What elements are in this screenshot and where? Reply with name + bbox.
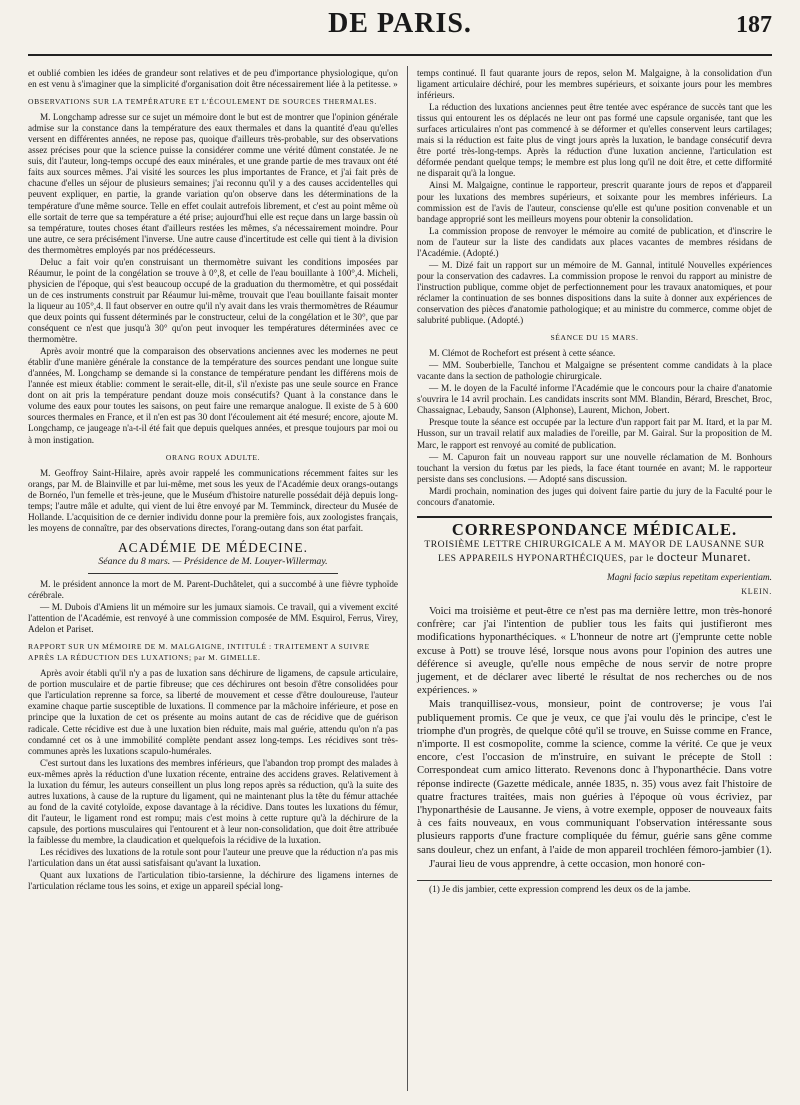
paragraph: — M. Dubois d'Amiens lit un mémoire sur les jumaux siamois. Ce travail, qui a vivement excité l'attention de l'Académie, est renvoyé à une commission composée de MM. Esquirol, Ferrus, Virey, Adelon et Pariset.: [28, 602, 398, 635]
academy-heading: ACADÉMIE DE MÉDECINE.: [117, 539, 309, 555]
section-rule: [417, 516, 772, 518]
paragraph: Presque toute la séance est occupée par la lecture d'un rapport fait par M. Itard, et la par M. Husson, sur un travail relatif aux maladies de l'oreille, par M. Gairal. Sur la proposition de M. Marc, le rapport est renvoyé au comité de publication.: [417, 417, 772, 450]
paragraph: C'est surtout dans les luxations des membres inférieurs, que l'abandon trop prompt des malades à eux-mêmes après la réduction d'une luxation récente, entraine des accidens graves. Relativement à la luxation du fémur, les auteurs conseillent un plus long repos après sa réduction, qu'à la suite des autres luxations, à cause de la rupture du ligament, qui ne maintenant plus la tête du fémur attachée au fond de la cavité cotyloïde, expose davantage à la récidive. Dans toutes les luxations du fémur, dit l'auteur, le ligament rond est rompu; mais c'est moins à cette rupture qu'à la déchirure de la capsule, des portions musculaires qui l'entourent et à leur non-consolidation, que doit être attribuée la faiblesse du membre, la claudication et quelquefois la récidive de la luxation.: [28, 757, 398, 845]
epigraph: Magni facio sæpius repetitam experientiam.: [607, 572, 772, 583]
paragraph: M. le président annonce la mort de M. Parent-Duchâtelet, qui a succombé à une fièvre typhoïde cérébrale.: [28, 578, 398, 601]
paragraph: M. Clémot de Rochefort est présent à cette séance.: [429, 348, 616, 359]
paragraph: La réduction des luxations anciennes peut être tentée avec espérance de succès tant que les tissus qui entourent les os déplacés ne leur ont pas formé une capsule organisée, tant que les surfaces articulaires n'ont pas commencé à se déformer et qu'elles conservent leurs cartilages; mais si la réduction est faite plus de vingt jours après la luxation, le bandage consécutif devra être porté très-long-temps. Après la réduction d'une luxation ancienne, l'articulation est déformée pendant quelque temps; le membre est plus long qu'il ne doit être, et cette difformité ne disparait qu'à la longue.: [417, 102, 772, 179]
paragraph: — MM. Souberbielle, Tanchou et Malgaigne se présentent comme candidats à la place vacante dans la section de pathologie chirurgicale.: [417, 360, 772, 382]
paragraph: — M. Capuron fait un nouveau rapport sur une nouvelle réclamation de M. Bonhours touchant la version du fœtus par les pieds, la face étant tournée en avant; M. le rapporteur persiste dans ses conclusions. — Adopté sans discussion.: [417, 451, 772, 484]
session-heading-15-mars: SÉANCE DU 15 MARS.: [550, 333, 639, 343]
intro-paragraph: et oublié combien les idées de grandeur sont relatives et de peu d'importance physiologique, qu'on en est venu à s'imaginer que la simplicité d'organisation doit être nécessairement liée à la petitesse. »: [28, 68, 398, 90]
paragraph: Deluc a fait voir qu'en construisant un thermomètre suivant les conditions imposées par Réaumur, le point de la congélation se trouve à 0°,8, et celle de l'eau bouillante à 100°,4. Micheli, physicien de l'époque, qui s'est beaucoup occupé de la graduation du thermomètre, et qui possédait un de ces instruments construit par Réaumur lui-même, trouvait que l'eau bouillante faisait monter la liqueur au 105°,4. Il faut observer en outre qu'il n'y avait dans les vrais thermomètres de Réaumur que deux points qui fussent déterminés par le constructeur, celui de la congélation et le 30°, que par conséquent ce n'est que jusqu'à 30° qu'on peut invoquer les températures déterminées avec ce thermomètre.: [28, 256, 398, 345]
paragraph: Mardi prochain, nomination des juges qui doivent faire partie du jury de la Faculté pour le concours d'anatomie.: [417, 485, 772, 507]
right-column: [417, 68, 772, 897]
page-number: 187: [736, 12, 772, 38]
column-divider: [407, 66, 408, 1091]
section-heading-orang: ORANG ROUX ADULTE.: [165, 452, 261, 462]
paragraph: — M. le doyen de la Faculté informe l'Académie que le concours pour la chaire d'anatomie s'ouvrira le 14 avril prochain. Les candidats inscrits sont MM. Blandin, Bérard, Breschet, Broc, Chassaignac, Lebaudy, Sanson (Alphonse), Laurent, Michon, Jobert.: [417, 383, 772, 416]
report-heading: RAPPORT SUR UN MÉMOIRE DE M. MALGAIGNE, INTITULÉ : TRAITEMENT A SUIVRE APRÈS LA RÉDUCTION DES LUXATIONS; par M. GIMELLE.: [28, 642, 370, 663]
letter-paragraph: Mais tranquillisez-vous, monsieur, point de controverse; je vous l'ai publiquement promis. Ce que je veux, ce que j'ai voulu dès le principe, c'est le triomphe d'un progrès, de quelque côté qu'il se trouve, en Suisse comme en France, n'importe. Il est cosmopolite, comme la science, comme la vérité. Ce que je veux encore, c'est l'occasion de m'instruire, en suivant le précepte de Stoll : Correspondeat cum amico litterato. Revenons donc à l'hyponarthécie. Dans votre réponse indirecte (Gazette médicale, année 1835, n. 35) vous avez fait l'histoire de quatre fractures traitées, mais non guéries à l'époque où vous écriviez, par l'hyponarthésie de Lausanne. Je viens, à votre exemple, opposer de nouveaux faits à ces faits nouveaux, en vous communiquant l'observation intéressante sous plusieurs rapports d'une fracture compliquée du fémur, guérie sans gêne comme sans douleur, chez un enfant, à l'aide de mon appareil trochléen fémoro-jambier (1).: [417, 699, 772, 856]
paragraph: Quant aux luxations de l'articulation tibio-tarsienne, la déchirure des ligamens internes de l'articulation réclame tous les soins, et exige un appareil spécial long-: [28, 870, 398, 892]
left-column: [28, 68, 398, 893]
letter-paragraph: Voici ma troisième et peut-être ce n'est pas ma dernière lettre, mon très-honoré confrère; car j'ai l'intention de publier tous les faits qui justifieront mes modifications hyponarthéciques. « L'honneur de notre art (j'emprunte cette noble excuse à Pott) se trouve lésé, lorsque nous avons pour l'opinion des autres une déférence si aveugle, qu'elle nous empêche de nous servir de notre propre jugement, et de déclarer avec liberté le résultat de nos recherches ou de nos expériences. »: [417, 605, 772, 697]
paragraph: M. Longchamp adresse sur ce sujet un mémoire dont le but est de montrer que l'opinion générale admise sur la constance dans la température des eaux thermales et dans la quantité d'eau qu'elles versent en différentes années, ne repose pas, quoique d'ailleurs très-probable, sur des observations assez précises pour que la science puisse la considérer comme une vérité dûment constatée. Je ne suis, dit l'auteur, long-temps occupé des eaux minérales, et une grande partie de mes travaux ont été faits aux sources mêmes. J'ai visité les sources les plus importantes de France, et j'ai fait près de chacune d'elles un séjour de plusieurs semaines; j'ai reconnu qu'il y a des causes accidentelles qui peuvent expliquer, en partie, la grande variation qu'on observe dans les déterminations de la température d'une même source. Telle en effet coulait autrefois librement, et c'est au point même où elle sortait de terre que sa température a été prise; aujourd'hui elle est reçue dans un large bassin où sa température, toutes choses étant d'ailleurs restées les mêmes, s'a nécessairement moindre. Pour une autre, ce sera précisément l'inverse. Une autre cause d'incertitude est celle qui tient à la division des thermomètres employés par nos prédécesseurs.: [28, 112, 398, 255]
paragraph: La commission propose de renvoyer le mémoire au comité de publication, et d'inscrire le nom de l'auteur sur la liste des candidats aux places vacantes de membres résidans de l'Académie. (Adopté.): [417, 225, 772, 258]
letter-title: [417, 539, 772, 566]
footnote: (1) Je dis jambier, cette expression comprend les deux os de la jambe.: [429, 884, 691, 895]
paragraph: temps continué. Il faut quarante jours de repos, selon M. Malgaigne, à la consolidation d'un ligament articulaire déchiré, pour les membres supérieurs, et soixante jours pour les membres inférieurs.: [417, 68, 772, 101]
page-header: [28, 6, 772, 64]
paragraph: — M. Dizé fait un rapport sur un mémoire de M. Gannal, intitulé Nouvelles expériences pour la conservation des cadavres. La commission propose le renvoi du rapport au ministre de l'instruction publique, comme objet de perfectionnement pour les travaux anatomiques, et pour réclamer la continuation de ses bonnes dispositions dans la suite à donner aux expériences de conservation des pièces d'anatomie pathologique; et au ministre du commerce, comme objet de salubrité publique. (Adopté.): [417, 259, 772, 326]
paragraph: Ainsi M. Malgaigne, continue le rapporteur, prescrit quarante jours de repos et d'appareil pour les luxations des membres supérieurs, et soixante pour les membres inférieurs. La commission est de l'avis de l'auteur, consciense qu'elle est qu'une position convenable et un bandage approprié sont les meilleurs moyens pour obtenir la consolidation.: [417, 180, 772, 224]
epigraph-author: KLEIN.: [741, 586, 772, 596]
section-heading-sources: OBSERVATIONS SUR LA TEMPÉRATURE ET L'ÉCOULEMENT DE SOURCES THERMALES.: [28, 97, 377, 107]
separator: [88, 573, 338, 574]
letter-title-author: docteur Munaret.: [656, 550, 752, 565]
correspondence-heading: CORRESPONDANCE MÉDICALE.: [451, 519, 738, 539]
paragraph: Après avoir établi qu'il n'y a pas de luxation sans déchirure de ligamens, de capsule articulaire, de portion musculaire et de partie fibreuse; que ces déchirures ont besoin d'être consolidées pour que l'articulation reprenne sa force, sa liberté de mouvement et cesse d'être douloureuse, l'auteur examine chaque partie susceptible de luxations. Il commence par la mâchoire inférieure, et pose en principe que la luxation de cet os présente au moins autant de cas de récidive que de guérison radicale. Cette récidive est due à une luxation bien réduite, mais mal guérie, attendu qu'on n'a pas condamné cet os à une immobilité complète pendant assez long-temps. Les récidives sont très-communes après les luxations scapulo-humérales.: [28, 668, 398, 756]
header-rule: [28, 54, 772, 56]
letter-paragraph: J'aurai lieu de vous apprendre, à cette occasion, mon honoré con-: [429, 858, 706, 870]
letter-title-main: TROISIÈME LETTRE CHIRURGICALE A M. MAYOR DE LAUSANNE SUR LES APPAREILS HYPONARTHÉCIQUES, par le: [424, 538, 765, 565]
running-title: DE PARIS.: [328, 8, 472, 39]
session-line: Séance du 8 mars. — Présidence de M. Louyer-Willermay.: [98, 555, 328, 567]
footnote-rule: [417, 880, 772, 881]
paragraph: Les récidives des luxations de la rotule sont pour l'auteur une preuve que la réduction n'a pas mis l'articulation dans un état aussi satisfaisant qu'avant la luxation.: [28, 847, 398, 869]
paragraph: Après avoir montré que la comparaison des observations anciennes avec les modernes ne peut établir d'une manière générale la constance de la température des sources pendant une longue suite d'années, M. Longchamp se demande si la constance de température pendant les différens mois de l'année est mieux établie: comment le serait-elle, dit-il, s'il n'existe pas une seule source en France dont on ait pris la température pendant douze mois consécutifs? Quant à la constance dans le volume des eaux pour toutes les saisons, on peut faire une remarque analogue. Il existe de 5 à 600 sources thermales en France, et il n'en est pas 30 dont l'écoulement ait été mesuré; encore, ajoute M. Longchamp, ce jaugeage n'a-t-il été fait que depuis quelques années, et presque toujours par moi ou à mon instigation.: [28, 346, 398, 445]
paragraph: M. Geoffroy Saint-Hilaire, après avoir rappelé les communications récemment faites sur les orangs, par M. de Blainville et par lui-même, met sous les yeux de l'Académie deux orangs-outangs de Bornéo, l'un femelle et très-jeune, que le Muséum d'histoire naturelle possédait déjà depuis long-temps; l'autre mâle et adulte, qui vient de lui être envoyé par M. Temminck, directeur du Musée de Hollande. L'acquisition de ce dernier individu donne pour la première fois, aux zoologistes français, les moyens de connaître, par des observations directes, l'orang-outang dans son état parfait.: [28, 467, 398, 533]
